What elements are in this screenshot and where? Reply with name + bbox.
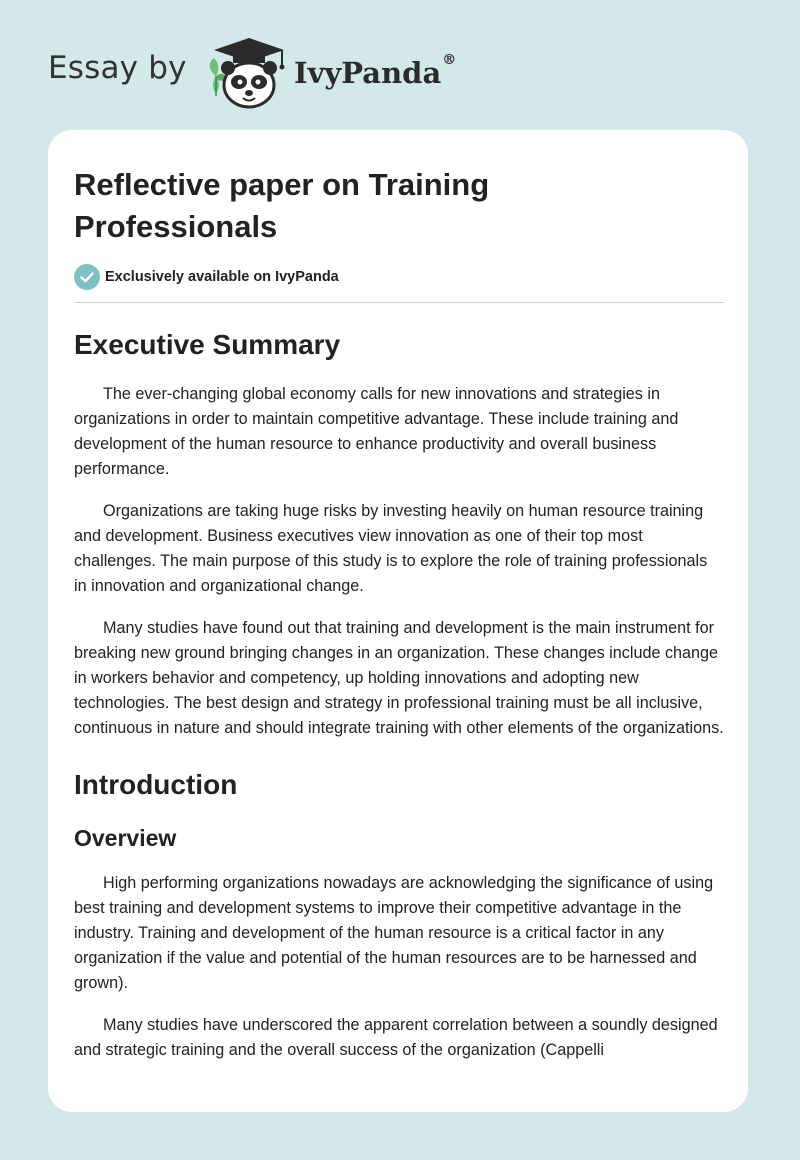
panda-logo-icon[interactable] <box>204 36 294 110</box>
section-heading-introduction: Introduction <box>74 769 238 800</box>
paragraph: Many studies have found out that training and development is the main instrument for breaking new ground bringing changes in an organization. These changes include change in workers behavior and competency, up holding innovations and adopting new technologies. The best design and strategy in professional training must be all inclusive, continuous in nature and should integrate training with other elements of the organizations. <box>74 619 724 737</box>
paragraph: Many studies have underscored the apparent correlation between a soundly designed and strategic training and the overall success of the organization (Cappelli <box>74 1016 718 1059</box>
brand-name[interactable] <box>294 52 457 90</box>
title-divider <box>74 302 724 303</box>
paragraph: Organizations are taking huge risks by investing heavily on human resource training and development. Business executives view innovation as one of their top most challenges. The main purpose of this study is to explore the role of training professionals in innovation and organizational change. <box>74 502 708 595</box>
section-heading-executive-summary: Executive Summary <box>74 329 341 360</box>
subheading-overview: Overview <box>74 825 177 851</box>
essay-card <box>48 130 748 1112</box>
paragraph: The ever-changing global economy calls for new innovations and strategies in organizations in order to maintain competitive advantage. These include training and development of the human resource to enhance productivity and overall business performance. <box>74 385 679 478</box>
paragraph: High performing organizations nowadays are acknowledging the significance of using best training and development systems to improve their competitive advantage in the industry. Training and development of the human resource is a critical factor in any organization if the value and potential of the human resources are to be harnessed and grown). <box>74 874 714 992</box>
brand-name-text: IvyPanda <box>294 56 442 90</box>
essay-content <box>74 164 724 1063</box>
check-circle-icon <box>74 264 100 290</box>
registered-mark: ® <box>442 52 457 68</box>
badge-text: Exclusively available on IvyPanda <box>105 269 339 285</box>
page-title: Reflective paper on Training Professionals <box>74 167 490 244</box>
exclusive-badge <box>74 264 724 290</box>
brand-prefix: Essay by <box>48 50 187 86</box>
brand-header <box>48 36 468 110</box>
